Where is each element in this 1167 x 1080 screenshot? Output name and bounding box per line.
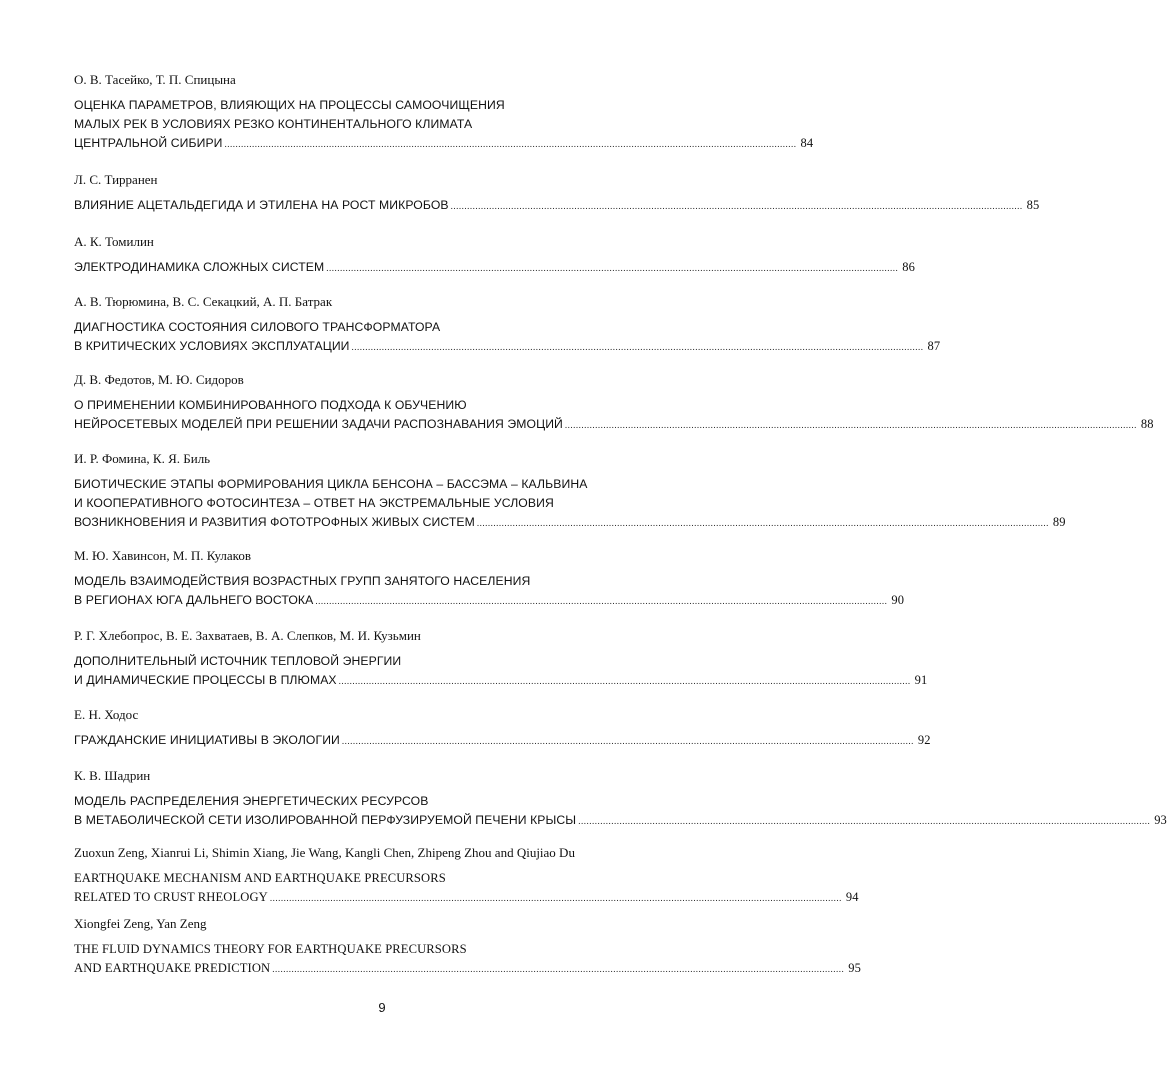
title-line: ДОПОЛНИТЕЛЬНЫЙ ИСТОЧНИК ТЕПЛОВОЙ ЭНЕРГИИ [74,654,402,668]
entry-authors: Л. С. Тирранен [74,172,158,187]
toc-entry [74,372,1154,431]
entry-authors: И. Р. Фомина, К. Я. Биль [74,451,211,466]
page-reference[interactable]: 94 [845,890,859,904]
entry-title[interactable] [74,258,915,277]
entry-title[interactable] [74,652,928,690]
entry-authors: А. К. Томилин [74,234,154,249]
title-line: ВЛИЯНИЕ АЦЕТАЛЬДЕГИДА И ЭТИЛЕНА НА РОСТ МИКРОБОВ [74,198,449,212]
entry-title[interactable] [74,572,905,610]
entry-authors: Xiongfei Zeng, Yan Zeng [74,916,207,931]
leader-dots: ................................................................................................................................................................................................................ [272,964,845,974]
entry-title[interactable] [74,475,1066,532]
title-line: ЦЕНТРАЛЬНОЙ СИБИРИ [74,136,223,150]
title-last-line [74,591,905,610]
page-number: 9 [378,1000,386,1015]
title-line: AND EARTHQUAKE PREDICTION [74,961,271,975]
title-last-line [74,513,1066,532]
title-last-line [74,196,1040,215]
title-last-line [74,731,931,750]
title-line: ДИАГНОСТИКА СОСТОЯНИЯ СИЛОВОГО ТРАНСФОРМАТОРА [74,320,441,334]
toc-entry [74,707,931,747]
title-line: ГРАЖДАНСКИЕ ИНИЦИАТИВЫ В ЭКОЛОГИИ [74,733,340,747]
toc-entry [74,845,859,904]
leader-dots: ................................................................................................................................................................................................................ [564,420,1137,430]
title-line: ЭЛЕКТРОДИНАМИКА СЛОЖНЫХ СИСТЕМ [74,260,325,274]
title-line: EARTHQUAKE MECHANISM AND EARTHQUAKE PRECURSORS [74,871,446,885]
title-line: МОДЕЛЬ РАСПРЕДЕЛЕНИЯ ЭНЕРГЕТИЧЕСКИХ РЕСУРСОВ [74,794,429,808]
toc-entry [74,294,941,353]
toc-entry [74,768,1167,827]
title-line: И ДИНАМИЧЕСКИЕ ПРОЦЕССЫ В ПЛЮМАХ [74,673,337,687]
entry-title[interactable] [74,792,1167,830]
toc-entry [74,916,861,975]
leader-dots: ................................................................................................................................................................................................................ [269,893,842,903]
title-last-line [74,811,1167,830]
title-line: О ПРИМЕНЕНИИ КОМБИНИРОВАННОГО ПОДХОДА К ОБУЧЕНИЮ [74,398,467,412]
page-reference[interactable]: 86 [902,260,915,274]
title-last-line [74,258,915,277]
entry-authors: О. В. Тасейко, Т. П. Спицына [74,72,236,87]
toc-entry [74,72,814,150]
title-line: МОДЕЛЬ ВЗАИМОДЕЙСТВИЯ ВОЗРАСТНЫХ ГРУПП ЗАНЯТОГО НАСЕЛЕНИЯ [74,574,531,588]
title-line: В МЕТАБОЛИЧЕСКОЙ СЕТИ ИЗОЛИРОВАННОЙ ПЕРФУЗИРУЕМОЙ ПЕЧЕНИ КРЫСЫ [74,813,577,827]
leader-dots: ................................................................................................................................................................................................................ [224,139,797,149]
toc-entry [74,234,915,274]
toc-entry [74,628,928,687]
page-reference[interactable]: 87 [927,339,941,353]
toc-entry [74,172,1040,212]
title-last-line [74,959,861,978]
title-last-line [74,415,1154,434]
entry-title[interactable] [74,396,1154,434]
title-line: RELATED TO CRUST RHEOLOGY [74,890,268,904]
entry-authors: Д. В. Федотов, М. Ю. Сидоров [74,372,244,387]
entry-authors: Е. Н. Ходос [74,707,139,722]
entry-title[interactable] [74,731,931,750]
leader-dots: ................................................................................................................................................................................................................ [338,676,911,686]
title-line: ВОЗНИКНОВЕНИЯ И РАЗВИТИЯ ФОТОТРОФНЫХ ЖИВЫХ СИСТЕМ [74,515,475,529]
entry-authors: Р. Г. Хлебопрос, В. Е. Захватаев, В. А. Слепков, М. И. Кузьмин [74,628,421,643]
entry-title[interactable] [74,96,814,153]
page-reference[interactable]: 91 [914,673,928,687]
title-line: В РЕГИОНАХ ЮГА ДАЛЬНЕГО ВОСТОКА [74,593,314,607]
leader-dots: ................................................................................................................................................................................................................ [450,201,1023,211]
leader-dots: ................................................................................................................................................................................................................ [476,518,1049,528]
leader-dots: ................................................................................................................................................................................................................ [578,816,1151,826]
leader-dots: ................................................................................................................................................................................................................ [326,263,899,273]
title-line: И КООПЕРАТИВНОГО ФОТОСИНТЕЗА – ОТВЕТ НА ЭКСТРЕМАЛЬНЫЕ УСЛОВИЯ [74,496,554,510]
leader-dots: ................................................................................................................................................................................................................ [341,736,914,746]
page-reference[interactable]: 95 [848,961,861,975]
entry-authors: К. В. Шадрин [74,768,151,783]
toc-entry [74,451,1066,529]
title-last-line [74,134,814,153]
title-last-line [74,671,928,690]
title-last-line [74,337,941,356]
title-line: ОЦЕНКА ПАРАМЕТРОВ, ВЛИЯЮЩИХ НА ПРОЦЕССЫ САМООЧИЩЕНИЯ [74,98,505,112]
entry-title[interactable] [74,318,941,356]
title-line: БИОТИЧЕСКИЕ ЭТАПЫ ФОРМИРОВАНИЯ ЦИКЛА БЕНСОНА – БАССЭМА – КАЛЬВИНА [74,477,588,491]
page-reference[interactable]: 89 [1052,515,1066,529]
table-of-contents [74,0,1167,1080]
entry-title[interactable] [74,196,1040,215]
title-line: В КРИТИЧЕСКИХ УСЛОВИЯХ ЭКСПЛУАТАЦИИ [74,339,350,353]
title-line: НЕЙРОСЕТЕВЫХ МОДЕЛЕЙ ПРИ РЕШЕНИИ ЗАДАЧИ РАСПОЗНАВАНИЯ ЭМОЦИЙ [74,417,563,431]
leader-dots: ................................................................................................................................................................................................................ [351,342,924,352]
entry-authors: М. Ю. Хавинсон, М. П. Кулаков [74,548,251,563]
title-line: МАЛЫХ РЕК В УСЛОВИЯХ РЕЗКО КОНТИНЕНТАЛЬНОГО КЛИМАТА [74,117,473,131]
entry-title[interactable] [74,940,861,978]
page-reference[interactable]: 88 [1140,417,1154,431]
page-reference[interactable]: 85 [1026,198,1040,212]
title-line: THE FLUID DYNAMICS THEORY FOR EARTHQUAKE PRECURSORS [74,942,467,956]
title-last-line [74,888,859,907]
leader-dots: ................................................................................................................................................................................................................ [315,596,888,606]
entry-authors: Zuoxun Zeng, Xianrui Li, Shimin Xiang, Jie Wang, Kangli Chen, Zhipeng Zhou and Qiujiao Du [74,845,575,860]
entry-title[interactable] [74,869,859,907]
entry-authors: А. В. Тюрюмина, В. С. Секацкий, А. П. Батрак [74,294,333,309]
page-reference[interactable]: 92 [917,733,931,747]
page-reference[interactable]: 84 [800,136,814,150]
page-reference[interactable]: 93 [1154,813,1167,827]
toc-entry [74,548,905,607]
page-reference[interactable]: 90 [891,593,905,607]
